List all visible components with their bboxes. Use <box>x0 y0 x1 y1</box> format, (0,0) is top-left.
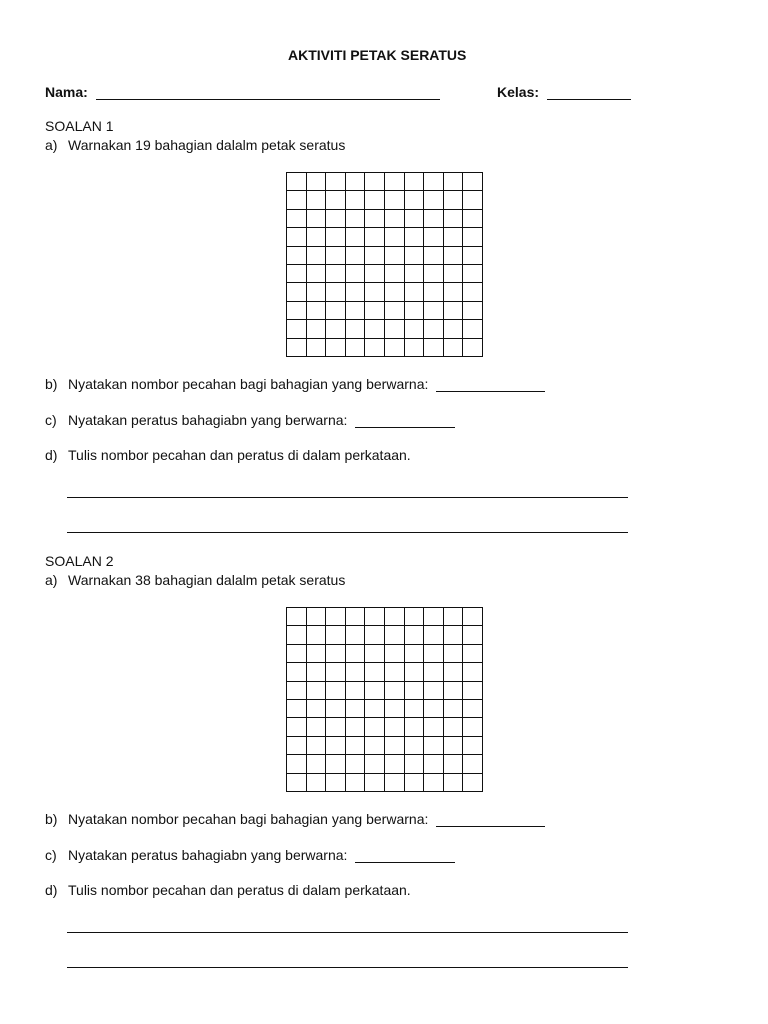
grid-cell[interactable] <box>405 663 425 681</box>
grid-cell[interactable] <box>326 247 346 265</box>
grid-cell[interactable] <box>307 663 327 681</box>
item-label: a) <box>45 572 58 588</box>
grid-cell[interactable] <box>365 228 385 246</box>
grid-cell[interactable] <box>444 173 464 191</box>
grid-cell[interactable] <box>444 663 464 681</box>
grid-cell[interactable] <box>424 283 444 301</box>
fraction-answer-blank[interactable] <box>436 378 545 392</box>
grid-cell[interactable] <box>424 265 444 283</box>
grid-cell[interactable] <box>405 265 425 283</box>
grid-cell[interactable] <box>326 228 346 246</box>
grid-cell[interactable] <box>405 210 425 228</box>
grid-cell[interactable] <box>287 626 307 644</box>
answer-line[interactable] <box>67 532 628 533</box>
grid-cell[interactable] <box>444 755 464 773</box>
grid-cell[interactable] <box>463 774 483 792</box>
grid-cell[interactable] <box>287 339 307 357</box>
grid-cell[interactable] <box>287 774 307 792</box>
grid-cell[interactable] <box>307 608 327 626</box>
grid-cell[interactable] <box>307 718 327 736</box>
grid-cell[interactable] <box>405 682 425 700</box>
grid-cell[interactable] <box>463 737 483 755</box>
grid-cell[interactable] <box>307 191 327 209</box>
grid-cell[interactable] <box>424 608 444 626</box>
grid-cell[interactable] <box>346 737 366 755</box>
grid-cell[interactable] <box>444 645 464 663</box>
grid-cell[interactable] <box>326 608 346 626</box>
grid-cell[interactable] <box>463 700 483 718</box>
item-label: c) <box>45 847 57 863</box>
grid-cell[interactable] <box>365 302 385 320</box>
grid-cell[interactable] <box>444 626 464 644</box>
grid-cell[interactable] <box>307 774 327 792</box>
grid-cell[interactable] <box>424 247 444 265</box>
grid-cell[interactable] <box>307 302 327 320</box>
grid-cell[interactable] <box>385 626 405 644</box>
grid-cell[interactable] <box>405 283 425 301</box>
grid-cell[interactable] <box>444 210 464 228</box>
grid-cell[interactable] <box>287 228 307 246</box>
grid-cell[interactable] <box>424 718 444 736</box>
grid-cell[interactable] <box>287 247 307 265</box>
percent-answer-blank[interactable] <box>355 414 455 428</box>
grid-cell[interactable] <box>307 228 327 246</box>
grid-cell[interactable] <box>444 737 464 755</box>
grid-cell[interactable] <box>463 265 483 283</box>
grid-cell[interactable] <box>346 774 366 792</box>
grid-cell[interactable] <box>346 645 366 663</box>
grid-cell[interactable] <box>287 663 307 681</box>
grid-cell[interactable] <box>463 320 483 338</box>
grid-cell[interactable] <box>444 608 464 626</box>
grid-cell[interactable] <box>444 700 464 718</box>
grid-cell[interactable] <box>307 283 327 301</box>
grid-cell[interactable] <box>307 339 327 357</box>
item-text: Warnakan 38 bahagian dalalm petak seratus <box>68 572 346 588</box>
grid-cell[interactable] <box>365 210 385 228</box>
item-text: Nyatakan peratus bahagiabn yang berwarna: <box>68 847 348 863</box>
grid-cell[interactable] <box>463 718 483 736</box>
grid-cell[interactable] <box>326 645 346 663</box>
grid-cell[interactable] <box>326 302 346 320</box>
grid-cell[interactable] <box>287 210 307 228</box>
grid-cell[interactable] <box>405 228 425 246</box>
grid-cell[interactable] <box>444 247 464 265</box>
item-text: Nyatakan nombor pecahan bagi bahagian yang berwarna: <box>68 376 429 392</box>
grid-cell[interactable] <box>365 663 385 681</box>
grid-cell[interactable] <box>444 265 464 283</box>
grid-cell[interactable] <box>346 663 366 681</box>
grid-cell[interactable] <box>444 682 464 700</box>
grid-cell[interactable] <box>463 283 483 301</box>
grid-cell[interactable] <box>346 302 366 320</box>
grid-cell[interactable] <box>326 755 346 773</box>
grid-cell[interactable] <box>346 755 366 773</box>
grid-cell[interactable] <box>365 645 385 663</box>
hundred-grid-1[interactable] <box>286 172 483 357</box>
grid-cell[interactable] <box>307 737 327 755</box>
item-text: Tulis nombor pecahan dan peratus di dalam perkataan. <box>68 447 411 463</box>
grid-cell[interactable] <box>346 339 366 357</box>
grid-cell[interactable] <box>365 682 385 700</box>
grid-cell[interactable] <box>287 700 307 718</box>
grid-cell[interactable] <box>346 247 366 265</box>
grid-cell[interactable] <box>365 339 385 357</box>
item-label: a) <box>45 137 58 153</box>
fraction-answer-blank[interactable] <box>436 813 545 827</box>
item-text: Warnakan 19 bahagian dalalm petak seratus <box>68 137 346 153</box>
grid-cell[interactable] <box>424 700 444 718</box>
grid-cell[interactable] <box>385 228 405 246</box>
grid-cell[interactable] <box>326 700 346 718</box>
grid-cell[interactable] <box>385 608 405 626</box>
percent-answer-blank[interactable] <box>355 849 455 863</box>
grid-cell[interactable] <box>385 173 405 191</box>
grid-cell[interactable] <box>346 682 366 700</box>
grid-cell[interactable] <box>424 173 444 191</box>
grid-cell[interactable] <box>346 210 366 228</box>
grid-cell[interactable] <box>307 210 327 228</box>
grid-cell[interactable] <box>444 320 464 338</box>
grid-cell[interactable] <box>385 774 405 792</box>
grid-cell[interactable] <box>405 755 425 773</box>
grid-cell[interactable] <box>444 191 464 209</box>
grid-cell[interactable] <box>463 247 483 265</box>
grid-cell[interactable] <box>424 191 444 209</box>
class-label: Kelas: <box>497 84 540 100</box>
grid-cell[interactable] <box>463 339 483 357</box>
grid-cell[interactable] <box>424 320 444 338</box>
grid-cell[interactable] <box>463 608 483 626</box>
grid-cell[interactable] <box>444 302 464 320</box>
grid-cell[interactable] <box>326 737 346 755</box>
grid-cell[interactable] <box>424 645 444 663</box>
grid-cell[interactable] <box>444 339 464 357</box>
item-label: d) <box>45 882 58 898</box>
grid-cell[interactable] <box>385 339 405 357</box>
grid-cell[interactable] <box>405 173 425 191</box>
grid-cell[interactable] <box>405 626 425 644</box>
grid-cell[interactable] <box>405 700 425 718</box>
grid-cell[interactable] <box>307 320 327 338</box>
grid-cell[interactable] <box>365 626 385 644</box>
grid-cell[interactable] <box>424 302 444 320</box>
grid-cell[interactable] <box>346 228 366 246</box>
hundred-grid-2[interactable] <box>286 607 483 792</box>
item-label: c) <box>45 412 57 428</box>
grid-cell[interactable] <box>385 700 405 718</box>
grid-cell[interactable] <box>365 247 385 265</box>
grid-cell[interactable] <box>365 283 385 301</box>
grid-cell[interactable] <box>405 320 425 338</box>
grid-cell[interactable] <box>326 320 346 338</box>
grid-cell[interactable] <box>463 626 483 644</box>
grid-cell[interactable] <box>424 626 444 644</box>
grid-cell[interactable] <box>326 265 346 283</box>
item-label: b) <box>45 811 58 827</box>
grid-cell[interactable] <box>424 682 444 700</box>
answer-line[interactable] <box>67 932 628 933</box>
grid-cell[interactable] <box>365 700 385 718</box>
grid-cell[interactable] <box>385 320 405 338</box>
grid-cell[interactable] <box>326 682 346 700</box>
grid-cell[interactable] <box>405 302 425 320</box>
grid-cell[interactable] <box>405 247 425 265</box>
grid-cell[interactable] <box>307 265 327 283</box>
answer-line[interactable] <box>67 497 628 498</box>
grid-cell[interactable] <box>365 737 385 755</box>
grid-cell[interactable] <box>346 320 366 338</box>
grid-cell[interactable] <box>365 265 385 283</box>
grid-cell[interactable] <box>287 320 307 338</box>
grid-cell[interactable] <box>326 718 346 736</box>
name-label: Nama: <box>45 84 88 100</box>
grid-cell[interactable] <box>326 283 346 301</box>
grid-cell[interactable] <box>287 755 307 773</box>
grid-cell[interactable] <box>424 774 444 792</box>
grid-cell[interactable] <box>424 737 444 755</box>
grid-cell[interactable] <box>365 191 385 209</box>
grid-cell[interactable] <box>385 247 405 265</box>
grid-cell[interactable] <box>463 228 483 246</box>
grid-cell[interactable] <box>287 645 307 663</box>
grid-cell[interactable] <box>463 645 483 663</box>
item-label: d) <box>45 447 58 463</box>
grid-cell[interactable] <box>385 645 405 663</box>
grid-cell[interactable] <box>444 718 464 736</box>
grid-cell[interactable] <box>463 210 483 228</box>
grid-cell[interactable] <box>385 265 405 283</box>
grid-cell[interactable] <box>287 191 307 209</box>
grid-cell[interactable] <box>444 774 464 792</box>
grid-cell[interactable] <box>463 682 483 700</box>
name-row <box>45 84 440 100</box>
grid-cell[interactable] <box>424 228 444 246</box>
grid-cell[interactable] <box>307 645 327 663</box>
grid-cell[interactable] <box>405 645 425 663</box>
grid-cell[interactable] <box>444 283 464 301</box>
question-2-heading: SOALAN 2 <box>45 553 114 569</box>
grid-cell[interactable] <box>365 320 385 338</box>
question-1-heading: SOALAN 1 <box>45 118 114 134</box>
grid-cell[interactable] <box>307 173 327 191</box>
grid-cell[interactable] <box>326 626 346 644</box>
grid-cell[interactable] <box>346 265 366 283</box>
grid-cell[interactable] <box>287 283 307 301</box>
grid-cell[interactable] <box>463 191 483 209</box>
grid-cell[interactable] <box>385 283 405 301</box>
grid-cell[interactable] <box>405 608 425 626</box>
grid-cell[interactable] <box>287 265 307 283</box>
grid-cell[interactable] <box>365 755 385 773</box>
grid-cell[interactable] <box>326 774 346 792</box>
grid-cell[interactable] <box>307 755 327 773</box>
grid-cell[interactable] <box>326 210 346 228</box>
grid-cell[interactable] <box>365 718 385 736</box>
answer-line[interactable] <box>67 967 628 968</box>
grid-cell[interactable] <box>346 191 366 209</box>
grid-cell[interactable] <box>346 283 366 301</box>
grid-cell[interactable] <box>385 663 405 681</box>
grid-cell[interactable] <box>365 608 385 626</box>
grid-cell[interactable] <box>463 173 483 191</box>
class-blank[interactable] <box>547 86 631 100</box>
grid-cell[interactable] <box>385 302 405 320</box>
grid-cell[interactable] <box>346 173 366 191</box>
item-text: Nyatakan nombor pecahan bagi bahagian yang berwarna: <box>68 811 429 827</box>
grid-cell[interactable] <box>326 339 346 357</box>
grid-cell[interactable] <box>307 626 327 644</box>
grid-cell[interactable] <box>424 210 444 228</box>
item-text: Nyatakan peratus bahagiabn yang berwarna: <box>68 412 348 428</box>
grid-cell[interactable] <box>346 718 366 736</box>
grid-cell[interactable] <box>385 718 405 736</box>
grid-cell[interactable] <box>405 737 425 755</box>
class-row <box>497 84 631 100</box>
item-text: Tulis nombor pecahan dan peratus di dalam perkataan. <box>68 882 411 898</box>
grid-cell[interactable] <box>405 774 425 792</box>
grid-cell[interactable] <box>463 302 483 320</box>
grid-cell[interactable] <box>307 700 327 718</box>
grid-cell[interactable] <box>424 663 444 681</box>
grid-cell[interactable] <box>346 608 366 626</box>
page-title: AKTIVITI PETAK SERATUS <box>288 47 467 63</box>
grid-cell[interactable] <box>405 718 425 736</box>
grid-cell[interactable] <box>405 339 425 357</box>
grid-cell[interactable] <box>385 191 405 209</box>
grid-cell[interactable] <box>287 718 307 736</box>
grid-cell[interactable] <box>463 663 483 681</box>
grid-cell[interactable] <box>405 191 425 209</box>
grid-cell[interactable] <box>385 755 405 773</box>
name-blank[interactable] <box>96 86 440 100</box>
grid-cell[interactable] <box>424 755 444 773</box>
grid-cell[interactable] <box>287 173 307 191</box>
grid-cell[interactable] <box>326 191 346 209</box>
grid-cell[interactable] <box>365 774 385 792</box>
grid-cell[interactable] <box>287 737 307 755</box>
grid-cell[interactable] <box>287 608 307 626</box>
item-label: b) <box>45 376 58 392</box>
grid-cell[interactable] <box>444 228 464 246</box>
grid-cell[interactable] <box>463 755 483 773</box>
grid-cell[interactable] <box>365 173 385 191</box>
grid-cell[interactable] <box>346 700 366 718</box>
grid-cell[interactable] <box>385 737 405 755</box>
grid-cell[interactable] <box>287 682 307 700</box>
grid-cell[interactable] <box>287 302 307 320</box>
grid-cell[interactable] <box>424 339 444 357</box>
grid-cell[interactable] <box>326 173 346 191</box>
grid-cell[interactable] <box>307 682 327 700</box>
grid-cell[interactable] <box>385 682 405 700</box>
grid-cell[interactable] <box>307 247 327 265</box>
grid-cell[interactable] <box>346 626 366 644</box>
grid-cell[interactable] <box>326 663 346 681</box>
grid-cell[interactable] <box>385 210 405 228</box>
